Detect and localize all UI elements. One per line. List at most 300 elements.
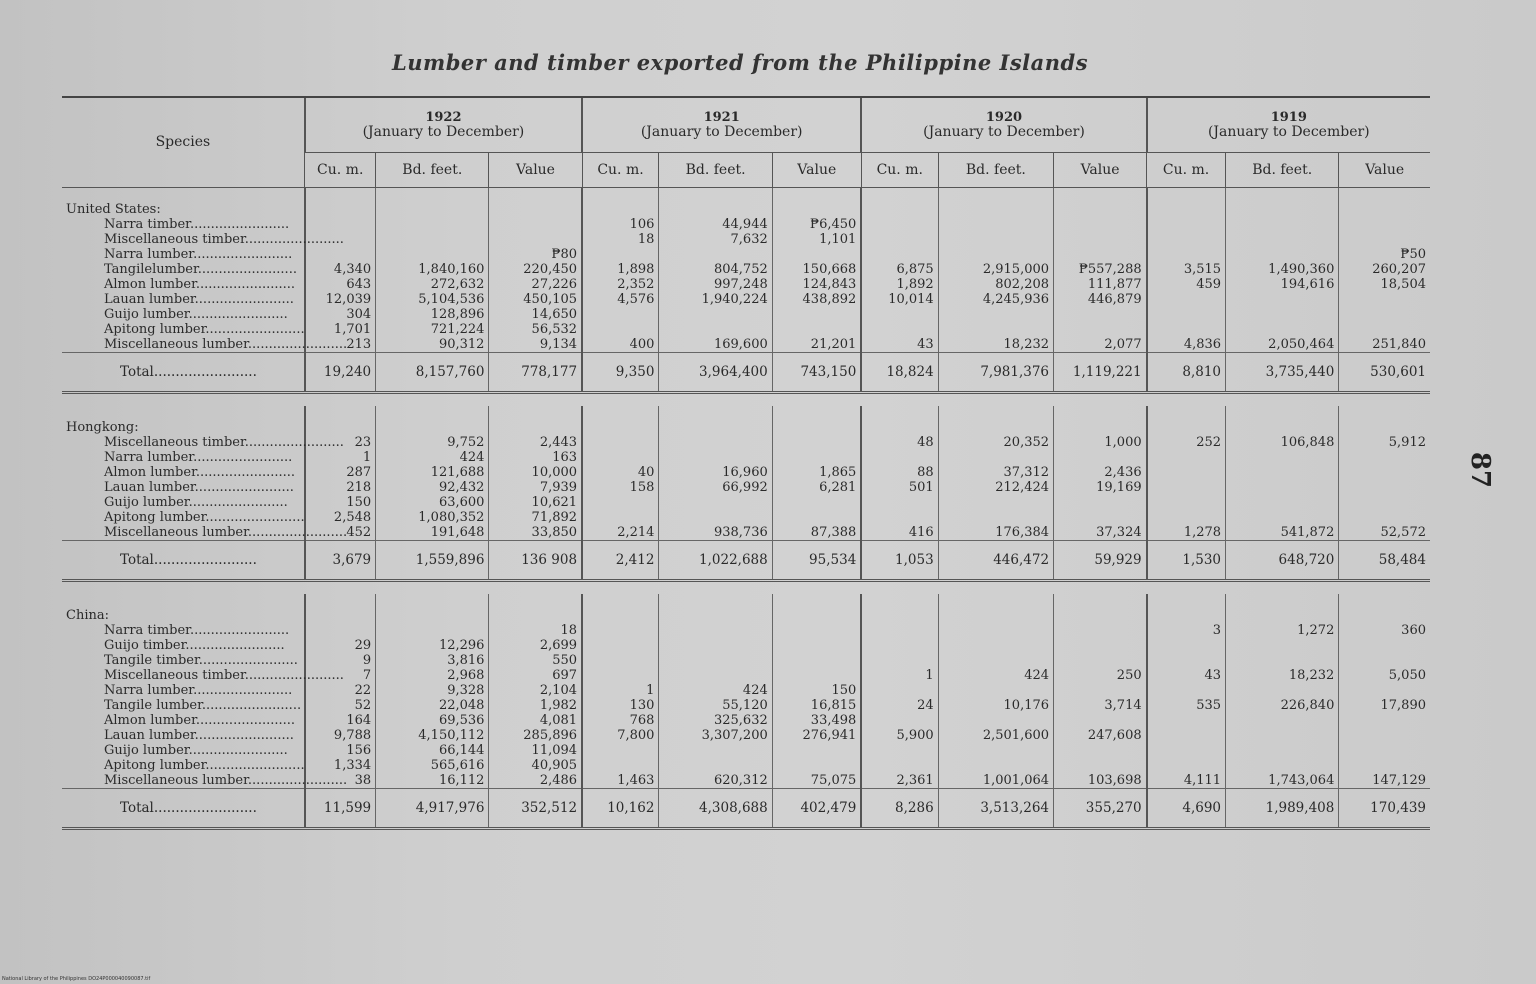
value-cell	[772, 653, 861, 668]
region-label	[62, 406, 305, 435]
label-text: Almon lumber	[104, 465, 196, 480]
value-cell: 721,224	[376, 322, 489, 337]
value-cell	[772, 638, 861, 653]
value-cell: 191,648	[376, 525, 489, 541]
value-cell	[1147, 594, 1226, 623]
value-cell: 7,981,376	[938, 353, 1053, 393]
value-cell	[861, 713, 938, 728]
value-cell: 69,536	[376, 713, 489, 728]
value-cell	[1339, 232, 1430, 247]
value-cell: 1,272	[1226, 623, 1339, 638]
value-cell	[772, 247, 861, 262]
table-row	[62, 728, 1430, 743]
value-cell	[1054, 743, 1147, 758]
value-cell: 450,105	[489, 292, 582, 307]
total-row	[62, 789, 1430, 829]
value-cell: 220,450	[489, 262, 582, 277]
value-cell: 1,080,352	[376, 510, 489, 525]
value-cell	[659, 495, 772, 510]
value-cell: 150,668	[772, 262, 861, 277]
value-cell: 212,424	[938, 480, 1053, 495]
value-cell: 424	[659, 683, 772, 698]
value-cell	[659, 322, 772, 337]
value-cell: 18,232	[938, 337, 1053, 353]
value-cell	[861, 638, 938, 653]
year-label: 1921	[703, 110, 740, 125]
species-label	[62, 698, 305, 713]
value-cell	[305, 406, 376, 435]
species-label	[62, 450, 305, 465]
value-cell	[1226, 188, 1339, 218]
value-cell	[582, 758, 659, 773]
value-cell: 416	[861, 525, 938, 541]
table-row	[62, 525, 1430, 541]
value-cell: 176,384	[938, 525, 1053, 541]
page-number: 87	[1465, 451, 1496, 489]
value-cell	[1339, 758, 1430, 773]
value-cell: 2,443	[489, 435, 582, 450]
value-cell	[861, 510, 938, 525]
species-header: Species	[62, 97, 305, 188]
value-cell: 17,890	[1339, 698, 1430, 713]
value-cell	[1226, 465, 1339, 480]
period-label: (January to December)	[923, 124, 1085, 140]
value-cell: 7	[305, 668, 376, 683]
value-cell: 48	[861, 435, 938, 450]
value-cell: 400	[582, 337, 659, 353]
value-cell	[1226, 217, 1339, 232]
value-cell	[376, 247, 489, 262]
value-cell	[1054, 594, 1147, 623]
value-cell: 1,865	[772, 465, 861, 480]
species-label	[62, 232, 344, 247]
label-text: Narra timber	[104, 217, 190, 232]
label-text: Miscellaneous timber	[104, 232, 245, 247]
col-header-bd-feet: Bd. feet.	[1226, 153, 1339, 188]
value-cell	[1147, 510, 1226, 525]
value-cell	[659, 594, 772, 623]
value-cell	[1339, 322, 1430, 337]
value-cell: 43	[1147, 668, 1226, 683]
value-cell: 7,939	[489, 480, 582, 495]
value-cell: 1,989,408	[1226, 789, 1339, 829]
value-cell: 1,743,064	[1226, 773, 1339, 789]
value-cell: 19,240	[305, 353, 376, 393]
col-header-value: Value	[1054, 153, 1147, 188]
value-cell	[1226, 683, 1339, 698]
value-cell: 213	[305, 337, 376, 353]
value-cell: 170,439	[1339, 789, 1430, 829]
value-cell: 169,600	[659, 337, 772, 353]
value-cell	[1226, 406, 1339, 435]
value-cell: 1,840,160	[376, 262, 489, 277]
value-cell	[1147, 480, 1226, 495]
leader-dots: ........................	[197, 262, 297, 277]
leader-dots: ........................	[195, 277, 296, 292]
label-text: Tangile lumber	[104, 698, 202, 713]
species-label	[62, 758, 305, 773]
value-cell: 1,334	[305, 758, 376, 773]
value-cell	[1054, 713, 1147, 728]
value-cell: 9,788	[305, 728, 376, 743]
value-cell	[659, 247, 772, 262]
value-cell	[1339, 638, 1430, 653]
value-cell: 56,532	[489, 322, 582, 337]
value-cell: 20,352	[938, 435, 1053, 450]
col-header-bd-feet: Bd. feet.	[376, 153, 489, 188]
value-cell: 24	[861, 698, 938, 713]
col-header-cu-m: Cu. m.	[861, 153, 938, 188]
leader-dots: ........................	[205, 758, 305, 773]
leader-dots: ........................	[194, 480, 294, 495]
value-cell	[582, 743, 659, 758]
species-label	[62, 623, 305, 638]
value-cell: 9,134	[489, 337, 582, 353]
value-cell	[1054, 638, 1147, 653]
table-row	[62, 758, 1430, 773]
value-cell: 18,824	[861, 353, 938, 393]
value-cell	[938, 247, 1053, 262]
table-row	[62, 653, 1430, 668]
value-cell: 10,621	[489, 495, 582, 510]
value-cell: 12,039	[305, 292, 376, 307]
value-cell: 3,513,264	[938, 789, 1053, 829]
value-cell: 106	[582, 217, 659, 232]
value-cell: 18	[582, 232, 659, 247]
label-text: Guijo timber	[104, 638, 186, 653]
value-cell: 2,699	[489, 638, 582, 653]
label-text: Miscellaneous lumber	[104, 337, 248, 352]
table-row	[62, 495, 1430, 510]
spacer-cell	[62, 581, 1430, 595]
value-cell: 18,232	[1226, 668, 1339, 683]
value-cell	[376, 623, 489, 638]
total-label	[62, 541, 305, 581]
value-cell: 535	[1147, 698, 1226, 713]
value-cell: 1,701	[305, 322, 376, 337]
value-cell	[376, 406, 489, 435]
value-cell	[489, 406, 582, 435]
value-cell: 541,872	[1226, 525, 1339, 541]
value-cell	[861, 758, 938, 773]
spacer-row	[62, 581, 1430, 595]
value-cell	[1226, 510, 1339, 525]
label-text: Lauan lumber	[104, 728, 195, 743]
species-label	[62, 337, 348, 353]
value-cell	[1147, 232, 1226, 247]
value-cell	[582, 307, 659, 322]
value-cell: 2,104	[489, 683, 582, 698]
value-cell: 66,144	[376, 743, 489, 758]
species-label	[62, 525, 348, 541]
value-cell	[938, 743, 1053, 758]
value-cell: 10,014	[861, 292, 938, 307]
value-cell	[938, 713, 1053, 728]
value-cell: 59,929	[1054, 541, 1147, 581]
value-cell: 1,000	[1054, 435, 1147, 450]
label-text: Tangile timber	[104, 653, 199, 668]
label-text: Lauan lumber	[104, 480, 195, 495]
leader-dots: ........................	[247, 773, 348, 788]
leader-dots: ........................	[185, 638, 285, 653]
value-cell: 424	[376, 450, 489, 465]
value-cell: 1,278	[1147, 525, 1226, 541]
value-cell: 4,081	[489, 713, 582, 728]
value-cell	[1339, 480, 1430, 495]
value-cell: 5,104,536	[376, 292, 489, 307]
leader-dots: ........................	[205, 322, 305, 337]
value-cell	[376, 188, 489, 218]
year-label: 1920	[985, 110, 1023, 125]
value-cell	[938, 653, 1053, 668]
value-cell	[772, 435, 861, 450]
value-cell	[1054, 495, 1147, 510]
value-cell: 1,053	[861, 541, 938, 581]
value-cell: 355,270	[1054, 789, 1147, 829]
table-row	[62, 292, 1430, 307]
value-cell: 304	[305, 307, 376, 322]
table-row	[62, 217, 1430, 232]
value-cell: 2,915,000	[938, 262, 1053, 277]
value-cell	[861, 232, 938, 247]
label-text: China:	[66, 608, 109, 623]
value-cell	[1147, 638, 1226, 653]
value-cell: 92,432	[376, 480, 489, 495]
value-cell: 1,898	[582, 262, 659, 277]
year-header-1919	[1147, 97, 1430, 153]
value-cell	[659, 638, 772, 653]
value-cell	[1226, 307, 1339, 322]
value-cell: 95,534	[772, 541, 861, 581]
value-cell	[938, 188, 1053, 218]
col-header-cu-m: Cu. m.	[305, 153, 376, 188]
period-label: (January to December)	[362, 124, 525, 140]
value-cell	[772, 495, 861, 510]
value-cell: 768	[582, 713, 659, 728]
label-text: Narra timber	[104, 623, 190, 638]
value-cell: 1,940,224	[659, 292, 772, 307]
value-cell: 5,900	[861, 728, 938, 743]
species-label	[62, 435, 344, 450]
spacer-cell	[62, 393, 1430, 407]
value-cell: 2,050,464	[1226, 337, 1339, 353]
value-cell: 22	[305, 683, 376, 698]
leader-dots: ........................	[189, 623, 290, 638]
value-cell: 194,616	[1226, 277, 1339, 292]
leader-dots: ........................	[244, 435, 344, 450]
value-cell: 58,484	[1339, 541, 1430, 581]
value-cell	[1054, 232, 1147, 247]
value-cell: 285,896	[489, 728, 582, 743]
leader-dots: ........................	[201, 698, 302, 713]
leader-dots: ........................	[247, 337, 348, 352]
value-cell: 2,214	[582, 525, 659, 541]
value-cell	[1147, 465, 1226, 480]
value-cell	[772, 668, 861, 683]
value-cell: 2,077	[1054, 337, 1147, 353]
value-cell: 778,177	[489, 353, 582, 393]
value-cell	[582, 450, 659, 465]
value-cell	[1339, 307, 1430, 322]
value-cell	[938, 594, 1053, 623]
page-title: Lumber and timber exported from the Philippine Islands	[391, 50, 1089, 75]
value-cell: 438,892	[772, 292, 861, 307]
value-cell: 446,472	[938, 541, 1053, 581]
value-cell: 150	[305, 495, 376, 510]
value-cell: 75,075	[772, 773, 861, 789]
value-cell	[1147, 728, 1226, 743]
value-cell	[1339, 465, 1430, 480]
label-text: Apitong lumber	[104, 322, 206, 337]
value-cell: 1	[305, 450, 376, 465]
value-cell	[938, 406, 1053, 435]
col-header-bd-feet: Bd. feet.	[938, 153, 1053, 188]
value-cell	[659, 406, 772, 435]
value-cell	[1054, 653, 1147, 668]
label-text: Miscellaneous lumber	[104, 773, 248, 788]
value-cell	[582, 247, 659, 262]
col-header-cu-m: Cu. m.	[582, 153, 659, 188]
col-header-value: Value	[489, 153, 582, 188]
value-cell	[1339, 217, 1430, 232]
value-cell: 1,463	[582, 773, 659, 789]
value-cell: 6,281	[772, 480, 861, 495]
value-cell	[582, 495, 659, 510]
value-cell	[1054, 247, 1147, 262]
value-cell: 33,850	[489, 525, 582, 541]
value-cell: 16,815	[772, 698, 861, 713]
value-cell	[1147, 713, 1226, 728]
label-text: Tangilelumber	[104, 262, 198, 277]
value-cell	[861, 653, 938, 668]
leader-dots: ........................	[194, 728, 294, 743]
species-label	[62, 773, 348, 789]
value-cell: 3,964,400	[659, 353, 772, 393]
value-cell	[305, 623, 376, 638]
value-cell: 3,307,200	[659, 728, 772, 743]
value-cell	[1339, 713, 1430, 728]
leader-dots: ........................	[188, 495, 288, 510]
species-label	[62, 480, 305, 495]
value-cell	[1147, 307, 1226, 322]
value-cell	[772, 594, 861, 623]
value-cell: 8,286	[861, 789, 938, 829]
value-cell: 1,101	[772, 232, 861, 247]
value-cell: 2,501,600	[938, 728, 1053, 743]
table-row	[62, 638, 1430, 653]
value-cell	[1226, 743, 1339, 758]
species-label	[62, 322, 305, 337]
value-cell: 158	[582, 480, 659, 495]
label-text: Almon lumber	[104, 277, 196, 292]
value-cell: 43	[861, 337, 938, 353]
value-cell	[938, 307, 1053, 322]
value-cell	[582, 653, 659, 668]
value-cell	[1054, 217, 1147, 232]
value-cell: 38	[305, 773, 376, 789]
value-cell	[861, 406, 938, 435]
value-cell: 124,843	[772, 277, 861, 292]
leader-dots: ........................	[189, 217, 290, 232]
value-cell: 4,576	[582, 292, 659, 307]
value-cell: 71,892	[489, 510, 582, 525]
value-cell	[659, 435, 772, 450]
value-cell: 3,679	[305, 541, 376, 581]
species-label	[62, 510, 305, 525]
value-cell: 87,388	[772, 525, 861, 541]
value-cell: 530,601	[1339, 353, 1430, 393]
value-cell: 5,050	[1339, 668, 1430, 683]
value-cell: 4,150,112	[376, 728, 489, 743]
value-cell: 1,022,688	[659, 541, 772, 581]
species-label	[62, 262, 305, 277]
value-cell: 9,752	[376, 435, 489, 450]
label-text: Total	[120, 551, 154, 568]
value-cell: 1,530	[1147, 541, 1226, 581]
col-header-value: Value	[772, 153, 861, 188]
value-cell: 743,150	[772, 353, 861, 393]
value-cell: 66,992	[659, 480, 772, 495]
label-text: Hongkong:	[66, 420, 139, 435]
value-cell: 29	[305, 638, 376, 653]
value-cell: 4,690	[1147, 789, 1226, 829]
value-cell: 697	[489, 668, 582, 683]
value-cell: 1,892	[861, 277, 938, 292]
value-cell	[582, 668, 659, 683]
value-cell: 103,698	[1054, 773, 1147, 789]
value-cell: 226,840	[1226, 698, 1339, 713]
species-label	[62, 683, 305, 698]
total-row	[62, 541, 1430, 581]
leader-dots: ........................	[153, 363, 257, 380]
table-row	[62, 337, 1430, 353]
value-cell	[1054, 510, 1147, 525]
value-cell: 1,119,221	[1054, 353, 1147, 393]
value-cell	[861, 188, 938, 218]
value-cell: 37,312	[938, 465, 1053, 480]
value-cell	[376, 594, 489, 623]
value-cell	[1054, 758, 1147, 773]
table-row	[62, 435, 1430, 450]
value-cell	[1226, 638, 1339, 653]
table-row	[62, 465, 1430, 480]
value-cell: 459	[1147, 277, 1226, 292]
value-cell	[1054, 307, 1147, 322]
value-cell	[1226, 653, 1339, 668]
species-label	[62, 217, 305, 232]
label-text: Lauan lumber	[104, 292, 195, 307]
value-cell: 1,982	[489, 698, 582, 713]
col-header-cu-m: Cu. m.	[1147, 153, 1226, 188]
year-header-1921	[582, 97, 861, 153]
label-text: Narra lumber	[104, 450, 194, 465]
value-cell	[582, 623, 659, 638]
value-cell	[938, 217, 1053, 232]
value-cell	[1147, 292, 1226, 307]
value-cell: 4,836	[1147, 337, 1226, 353]
col-header-value: Value	[1339, 153, 1430, 188]
region-label	[62, 594, 305, 623]
table-row	[62, 713, 1430, 728]
value-cell	[1226, 758, 1339, 773]
value-cell	[1226, 450, 1339, 465]
value-cell	[772, 322, 861, 337]
value-cell	[938, 495, 1053, 510]
value-cell: 163	[489, 450, 582, 465]
value-cell	[772, 510, 861, 525]
value-cell	[938, 758, 1053, 773]
value-cell: 16,960	[659, 465, 772, 480]
